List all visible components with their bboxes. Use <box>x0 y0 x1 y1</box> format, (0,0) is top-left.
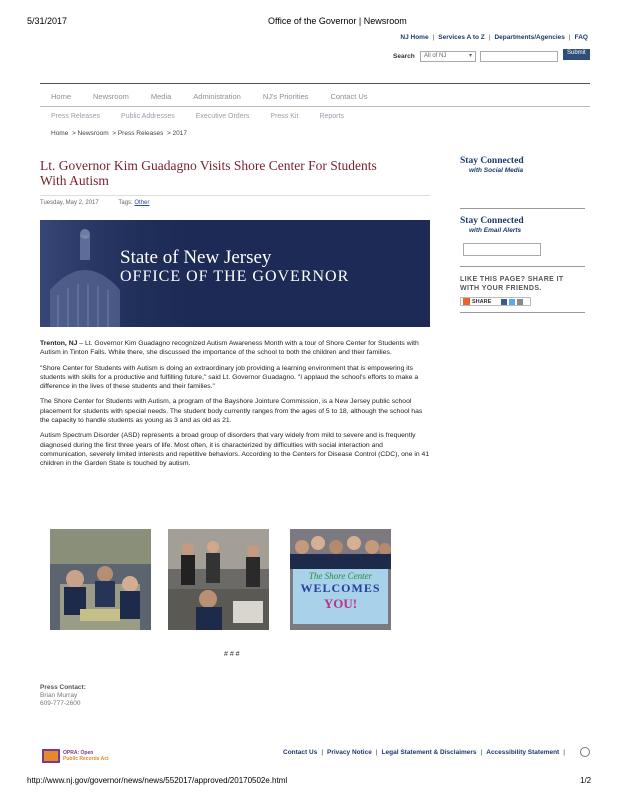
press-contact-label: Press Contact: <box>40 684 86 691</box>
accessibility-icon[interactable] <box>580 747 590 757</box>
email-alerts-link[interactable]: with Email Alerts <box>469 227 522 234</box>
sidebar-divider-3 <box>460 312 585 313</box>
end-mark: # # # <box>224 651 240 658</box>
search-scope-value: All of NJ <box>424 53 447 59</box>
search-label: Search <box>393 53 415 60</box>
photo-2-graphic <box>168 529 269 630</box>
paragraph-2: "Shore Center for Students with Autism is doing an extraordinary job providing a learning environment that is empowering its students with skills for a productive and fulfilling future," said Lt. Governor Guadagno. "I applaud the school's efforts to make a difference in the lives of these students and their families." <box>40 364 419 391</box>
nav-divider-bottom <box>40 106 590 107</box>
share-prompt-line2: WITH YOUR FRIENDS. <box>460 285 542 292</box>
main-nav-home[interactable]: Home <box>51 92 72 101</box>
sidebar-divider-2 <box>460 266 585 267</box>
nav-nj-home[interactable]: NJ Home <box>400 34 429 41</box>
welcome-sign <box>293 569 388 612</box>
print-url: http://www.nj.gov/governor/news/news/552017/approved/20170502e.html <box>27 776 288 785</box>
print-date: 5/31/2017 <box>27 16 68 26</box>
footer-legal[interactable]: Legal Statement & Disclaimers <box>381 749 477 756</box>
nav-services[interactable]: Services A to Z <box>438 34 485 41</box>
photo-1-graphic <box>50 529 151 630</box>
share-prompt-line1: LIKE THIS PAGE? SHARE IT <box>460 276 564 283</box>
main-nav <box>51 92 390 101</box>
sub-nav <box>51 113 365 120</box>
breadcrumb[interactable]: Home > Newsroom > Press Releases > 2017 <box>51 130 188 137</box>
opra-icon <box>42 749 60 763</box>
share-prompt <box>460 275 564 293</box>
article-meta <box>40 200 149 206</box>
banner-office-text: OFFICE OF THE GOVERNOR <box>120 268 350 285</box>
main-nav-administration[interactable]: Administration <box>193 92 241 101</box>
dateline: Trenton, NJ <box>40 340 78 347</box>
governor-banner <box>40 220 430 327</box>
share-icon <box>463 298 470 305</box>
sub-nav-press-kit[interactable]: Press Kit <box>270 113 299 120</box>
footer-links: Contact Us | Privacy Notice | Legal Statement & Disclaimers | Accessibility Statement | <box>283 749 565 756</box>
page-title <box>40 158 430 188</box>
page-title-line2: With Autism <box>40 173 109 188</box>
facebook-icon <box>501 299 507 305</box>
footer-accessibility[interactable]: Accessibility Statement <box>486 749 560 756</box>
opra-text-line2: Public Records Act <box>63 756 109 762</box>
search-input[interactable] <box>480 51 558 62</box>
sub-nav-public-addresses[interactable]: Public Addresses <box>121 113 175 120</box>
main-nav-priorities[interactable]: NJ's Priorities <box>262 92 309 101</box>
opra-text <box>63 750 109 762</box>
page-title-line1: Lt. Governor Kim Guadagno Visits Shore Center For Students <box>40 158 377 173</box>
welcome-sign-line1: The Shore Center <box>308 571 373 581</box>
opra-text-line1: OPRA: Open <box>63 750 94 756</box>
chevron-down-icon: ▾ <box>468 53 472 59</box>
main-nav-media[interactable]: Media <box>150 92 172 101</box>
press-contact-phone: 609-777-2600 <box>40 700 81 707</box>
main-nav-contact[interactable]: Contact Us <box>330 92 368 101</box>
title-divider <box>40 195 430 196</box>
search-scope-select[interactable] <box>420 51 476 62</box>
main-nav-newsroom[interactable]: Newsroom <box>93 92 129 101</box>
opra-logo[interactable] <box>42 749 109 763</box>
nav-faq[interactable]: FAQ <box>574 34 588 41</box>
footer-contact-us[interactable]: Contact Us <box>283 749 318 756</box>
share-button[interactable] <box>460 297 531 306</box>
paragraph-1 <box>40 339 432 358</box>
photo-lt-governor-visit <box>168 529 269 630</box>
sub-nav-press-releases[interactable]: Press Releases <box>51 113 101 120</box>
nav-divider-top <box>40 83 590 84</box>
search-submit-button[interactable]: Submit <box>563 49 590 60</box>
social-media-link[interactable]: with Social Media <box>469 167 524 174</box>
email-icon <box>517 299 523 305</box>
utility-nav: NJ Home | Services A to Z | Departments/Agencies | FAQ <box>400 34 588 41</box>
article-date: Tuesday, May 2, 2017 <box>40 200 99 206</box>
sub-nav-executive-orders[interactable]: Executive Orders <box>195 113 250 120</box>
sub-nav-reports[interactable]: Reports <box>319 113 344 120</box>
print-title: Office of the Governor | Newsroom <box>268 16 407 26</box>
email-alert-input[interactable] <box>463 243 541 256</box>
banner-state-text: State of New Jersey <box>120 247 272 268</box>
press-contact-name: Brian Murray <box>40 692 78 699</box>
photo-welcome-banner <box>290 529 391 630</box>
stay-connected-social-title: Stay Connected <box>460 156 524 166</box>
paragraph-3: The Shore Center for Students with Autism, a program of the Bayshore Jointure Commission, is a New Jersey public school placement for students with special needs. The student body currently ranges from the ages of 5 to 18, although the school has the capacity to handle students as young as 3 and as old as 21. <box>40 398 423 425</box>
footer-privacy[interactable]: Privacy Notice <box>327 749 372 756</box>
photo-students-classroom <box>50 529 151 630</box>
share-button-label: SHARE <box>472 298 492 305</box>
paragraph-4: Autism Spectrum Disorder (ASD) represents a broad group of disorders that vary widely from mild to severe and is frequently diagnosed during the first three years of life. Most often, it is characterized by difficulties with social interaction and communication, severely limited interests and repetitive behaviors. According to the Centers for Disease Control (CDC), one in 41 children in the Garden State is touched by autism. <box>40 432 430 468</box>
tag-link[interactable]: Other <box>134 200 150 206</box>
print-page-number: 1/2 <box>580 776 592 785</box>
twitter-icon <box>509 299 515 305</box>
nav-departments[interactable]: Departments/Agencies <box>494 34 565 41</box>
welcome-sign-line2: WELCOMES <box>300 581 381 595</box>
sidebar-divider-1 <box>460 208 585 209</box>
article-body <box>40 339 432 475</box>
stay-connected-email-title: Stay Connected <box>460 216 524 226</box>
welcome-sign-line3: YOU! <box>323 596 358 611</box>
paragraph-1-text: – Lt. Governor Kim Guadagno recognized Autism Awareness Month with a tour of Shore Center for Students with Autism in Tinton Falls. While there, she discussed the importance of the school to both the children and their families. <box>40 340 419 357</box>
tags-label: Tags: <box>118 200 133 206</box>
